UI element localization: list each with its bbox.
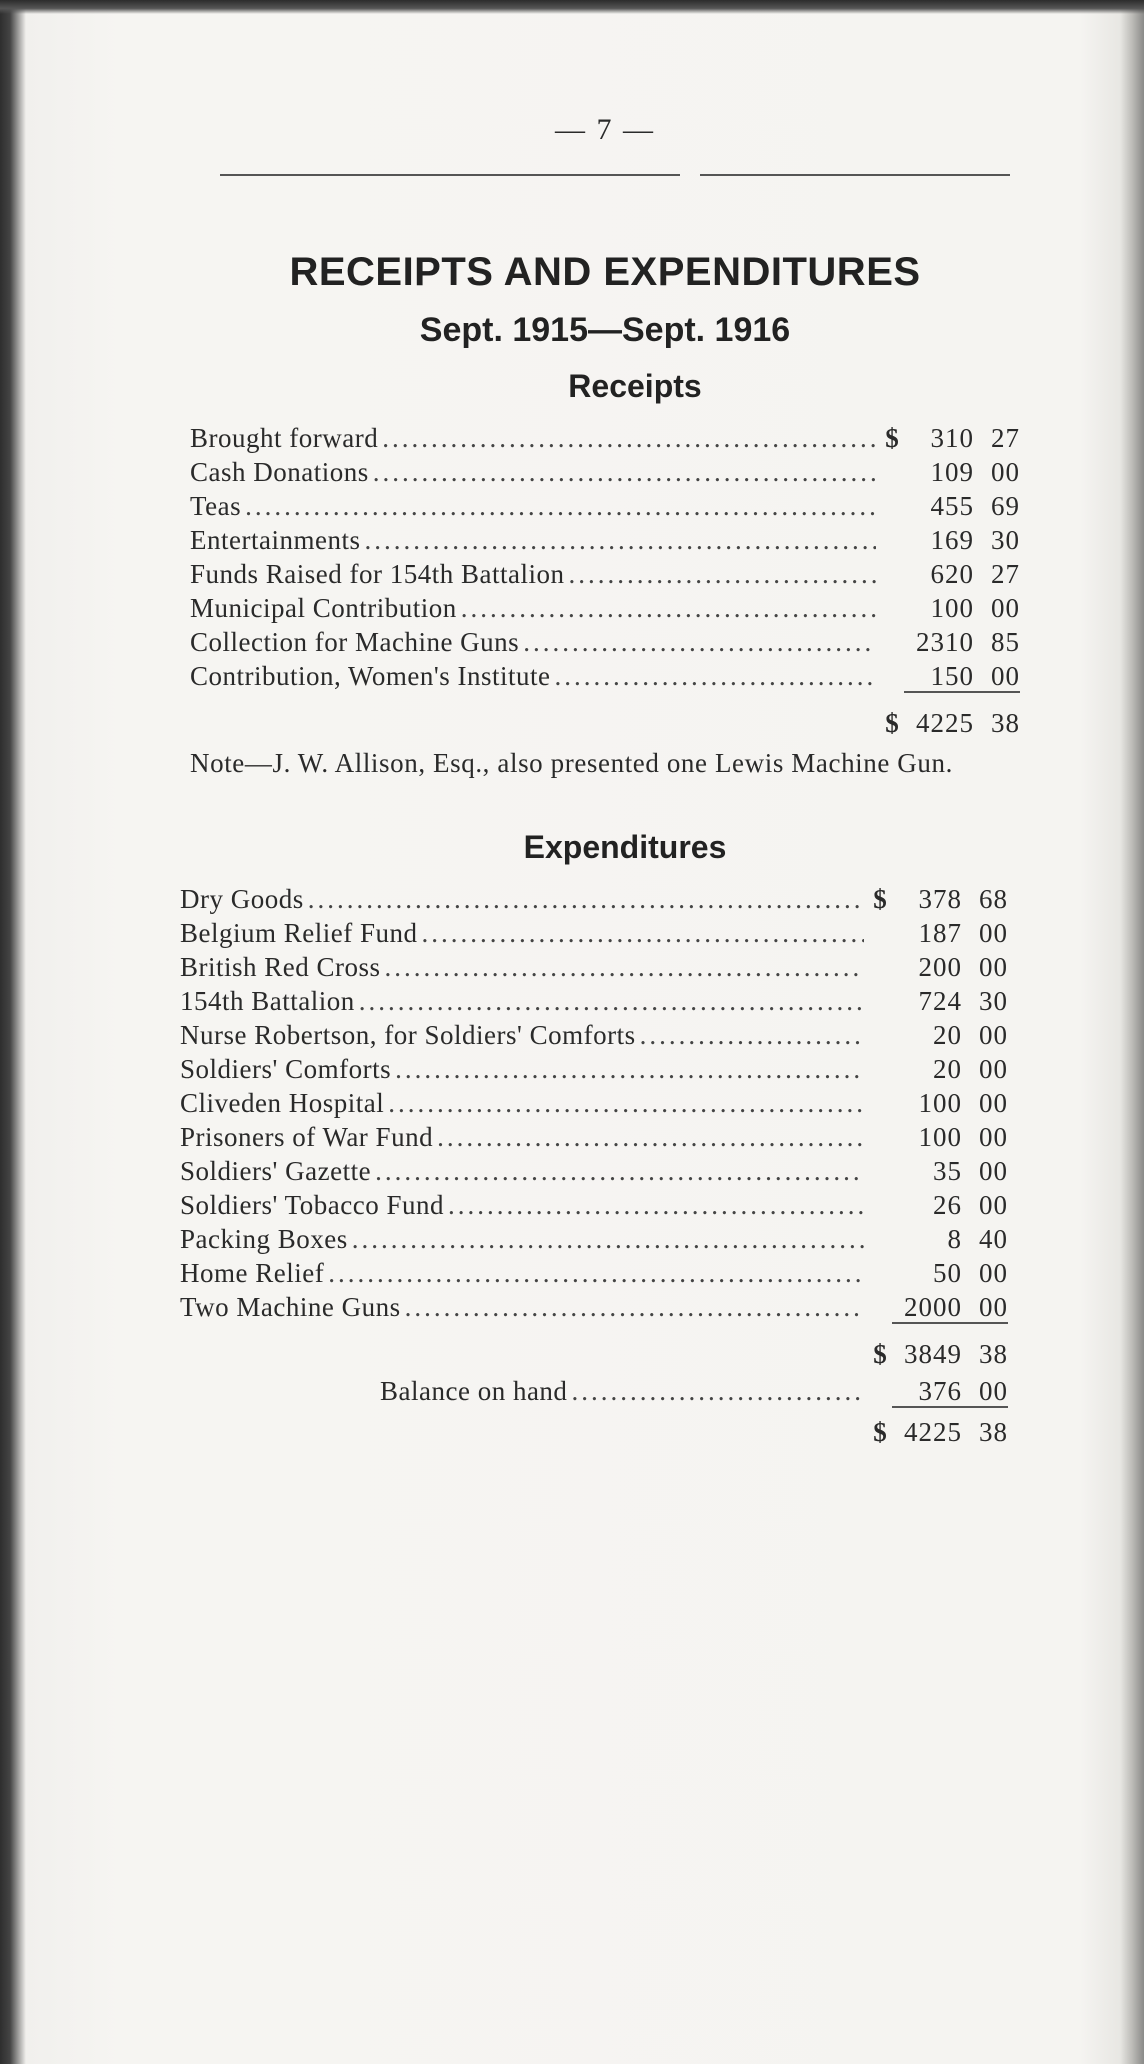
- receipt-row: [190, 455, 1020, 489]
- receipt-cents: 27: [991, 559, 1020, 589]
- dot-leader: [523, 625, 876, 659]
- page-number: — 7 —: [555, 113, 655, 146]
- balance-label: Balance on hand: [380, 1376, 568, 1406]
- dot-leader: [359, 984, 864, 1018]
- receipt-dollars: 150: [904, 661, 974, 693]
- header-rule: [190, 162, 1020, 188]
- expenditure-row: [180, 1086, 1008, 1120]
- receipts-total-dollars: 4225: [916, 708, 974, 738]
- receipt-row: [190, 659, 1020, 693]
- dollar-sign: $: [873, 1417, 887, 1447]
- expenditure-dollars: 100: [918, 1122, 962, 1152]
- receipt-row: [190, 489, 1020, 523]
- receipt-dollars: 109: [930, 457, 974, 487]
- expenditure-dollars: 26: [933, 1190, 962, 1220]
- expenditure-label: Soldiers' Comforts: [180, 1054, 392, 1084]
- expenditures-total-row: [180, 1412, 1008, 1452]
- dot-leader: [373, 455, 876, 489]
- expenditure-label: 154th Battalion: [180, 986, 355, 1016]
- expenditure-label: Home Relief: [180, 1258, 325, 1288]
- dollar-sign: $: [885, 708, 899, 738]
- expenditure-dollars: 2000: [892, 1292, 962, 1324]
- dot-leader: [571, 1374, 864, 1408]
- dot-leader: [352, 1222, 864, 1256]
- expenditure-dollars: 20: [933, 1020, 962, 1050]
- expenditure-dollars: 35: [933, 1156, 962, 1186]
- receipt-row: [190, 523, 1020, 557]
- dot-leader: [640, 1018, 864, 1052]
- receipt-row: [190, 625, 1020, 659]
- expenditure-cents: 00: [979, 1054, 1008, 1084]
- dollar-sign: $: [873, 884, 887, 914]
- expenditure-label: Two Machine Guns: [180, 1292, 401, 1322]
- expenditure-cents: 00: [979, 1156, 1008, 1186]
- balance-cents: 00: [962, 1376, 1008, 1408]
- receipt-row: [190, 591, 1020, 625]
- dot-leader: [568, 557, 876, 591]
- expenditure-cents: 00: [979, 1122, 1008, 1152]
- page-subtitle: Sept. 1915—Sept. 1916: [419, 311, 791, 349]
- expenditure-dollars: 100: [918, 1088, 962, 1118]
- expenditure-row: [180, 984, 1008, 1018]
- receipt-label: Collection for Machine Guns: [190, 627, 520, 657]
- page-title: RECEIPTS AND EXPENDITURES: [289, 250, 921, 294]
- expenditure-row: [180, 882, 1008, 916]
- expenditure-label: Nurse Robertson, for Soldiers' Comforts: [180, 1020, 636, 1050]
- expenditure-row: [180, 1256, 1008, 1290]
- receipt-dollars: 455: [930, 491, 974, 521]
- balance-row: [180, 1374, 1008, 1408]
- expenditure-cents: 00: [979, 1190, 1008, 1220]
- expenditure-dollars: 724: [918, 986, 962, 1016]
- receipts-ledger: [190, 421, 1020, 779]
- receipt-label: Cash Donations: [190, 457, 369, 487]
- receipt-dollars: 2310: [916, 627, 974, 657]
- receipts-note: Note—J. W. Allison, Esq., also presented one Lewis Machine Gun.: [190, 748, 953, 778]
- expenditure-cents: 68: [979, 884, 1008, 914]
- expenditure-row: [180, 1120, 1008, 1154]
- expenditure-label: Cliveden Hospital: [180, 1088, 385, 1118]
- expenditure-dollars: 8: [947, 1224, 962, 1254]
- expenditures-subtotal-dollars: 3849: [904, 1339, 962, 1369]
- rule-right: [700, 174, 1010, 176]
- dot-leader: [328, 1256, 864, 1290]
- receipt-cents: 27: [991, 423, 1020, 453]
- expenditure-dollars: 50: [933, 1258, 962, 1288]
- receipts-heading: Receipts: [568, 368, 702, 404]
- receipt-row: [190, 557, 1020, 591]
- dot-leader: [382, 421, 876, 455]
- dot-leader: [395, 1052, 864, 1086]
- dollar-sign: $: [873, 1339, 887, 1369]
- expenditure-row: [180, 1222, 1008, 1256]
- receipt-cents: 00: [991, 457, 1020, 487]
- expenditure-row: [180, 1052, 1008, 1086]
- expenditure-label: British Red Cross: [180, 952, 381, 982]
- expenditure-row: [180, 1018, 1008, 1052]
- receipt-cents: 00: [991, 593, 1020, 623]
- expenditure-label: Prisoners of War Fund: [180, 1122, 434, 1152]
- expenditure-label: Packing Boxes: [180, 1224, 348, 1254]
- expenditure-cents: 40: [979, 1224, 1008, 1254]
- receipt-label: Entertainments: [190, 525, 361, 555]
- dot-leader: [448, 1188, 864, 1222]
- receipt-cents: 69: [991, 491, 1020, 521]
- expenditures-subtotal-row: [180, 1334, 1008, 1374]
- receipt-label: Brought forward: [190, 423, 379, 453]
- receipt-row: [190, 421, 1020, 455]
- expenditure-cents: 00: [979, 1020, 1008, 1050]
- expenditure-label: Belgium Relief Fund: [180, 918, 418, 948]
- expenditure-row: [180, 950, 1008, 984]
- expenditure-dollars: 187: [918, 918, 962, 948]
- dot-leader: [385, 950, 864, 984]
- receipt-label: Teas: [190, 491, 242, 521]
- expenditure-label: Dry Goods: [180, 884, 304, 914]
- expenditures-total-dollars: 4225: [904, 1417, 962, 1447]
- expenditure-label: Soldiers' Tobacco Fund: [180, 1190, 444, 1220]
- expenditure-dollars: 378: [918, 884, 962, 914]
- receipt-dollars: 310: [930, 423, 974, 453]
- receipt-dollars: 620: [930, 559, 974, 589]
- expenditure-cents: 00: [962, 1292, 1008, 1324]
- expenditure-cents: 00: [979, 1258, 1008, 1288]
- receipt-label: Contribution, Women's Institute: [190, 661, 551, 691]
- dot-leader: [245, 489, 876, 523]
- receipt-cents: 00: [974, 661, 1020, 693]
- dot-leader: [437, 1120, 864, 1154]
- expenditure-cents: 00: [979, 952, 1008, 982]
- expenditure-row: [180, 1290, 1008, 1324]
- dot-leader: [364, 523, 876, 557]
- expenditures-total-cents: 38: [979, 1417, 1008, 1447]
- dot-leader: [375, 1154, 864, 1188]
- receipt-label: Municipal Contribution: [190, 593, 457, 623]
- expenditure-cents: 00: [979, 918, 1008, 948]
- balance-dollars: 376: [892, 1376, 962, 1408]
- receipts-total-row: [190, 703, 1020, 743]
- receipt-label: Funds Raised for 154th Battalion: [190, 559, 565, 589]
- dot-leader: [308, 882, 864, 916]
- expenditure-row: [180, 1188, 1008, 1222]
- dot-leader: [405, 1290, 864, 1324]
- expenditure-dollars: 20: [933, 1054, 962, 1084]
- receipt-cents: 30: [991, 525, 1020, 555]
- expenditures-subtotal-cents: 38: [979, 1339, 1008, 1369]
- expenditure-cents: 00: [979, 1088, 1008, 1118]
- expenditures-heading: Expenditures: [523, 829, 727, 865]
- receipt-dollars: 100: [930, 593, 974, 623]
- rule-left: [220, 174, 680, 176]
- page-content: [180, 110, 1020, 1452]
- dot-leader: [421, 916, 864, 950]
- expenditure-row: [180, 916, 1008, 950]
- expenditures-ledger: [180, 882, 1008, 1452]
- receipts-total-cents: 38: [991, 708, 1020, 738]
- dot-leader: [388, 1086, 864, 1120]
- expenditure-cents: 30: [979, 986, 1008, 1016]
- receipt-dollars: 169: [930, 525, 974, 555]
- receipt-cents: 85: [991, 627, 1020, 657]
- expenditure-dollars: 200: [918, 952, 962, 982]
- expenditure-row: [180, 1154, 1008, 1188]
- dollar-sign: $: [885, 423, 899, 453]
- expenditure-label: Soldiers' Gazette: [180, 1156, 372, 1186]
- dot-leader: [554, 659, 876, 693]
- dot-leader: [461, 591, 876, 625]
